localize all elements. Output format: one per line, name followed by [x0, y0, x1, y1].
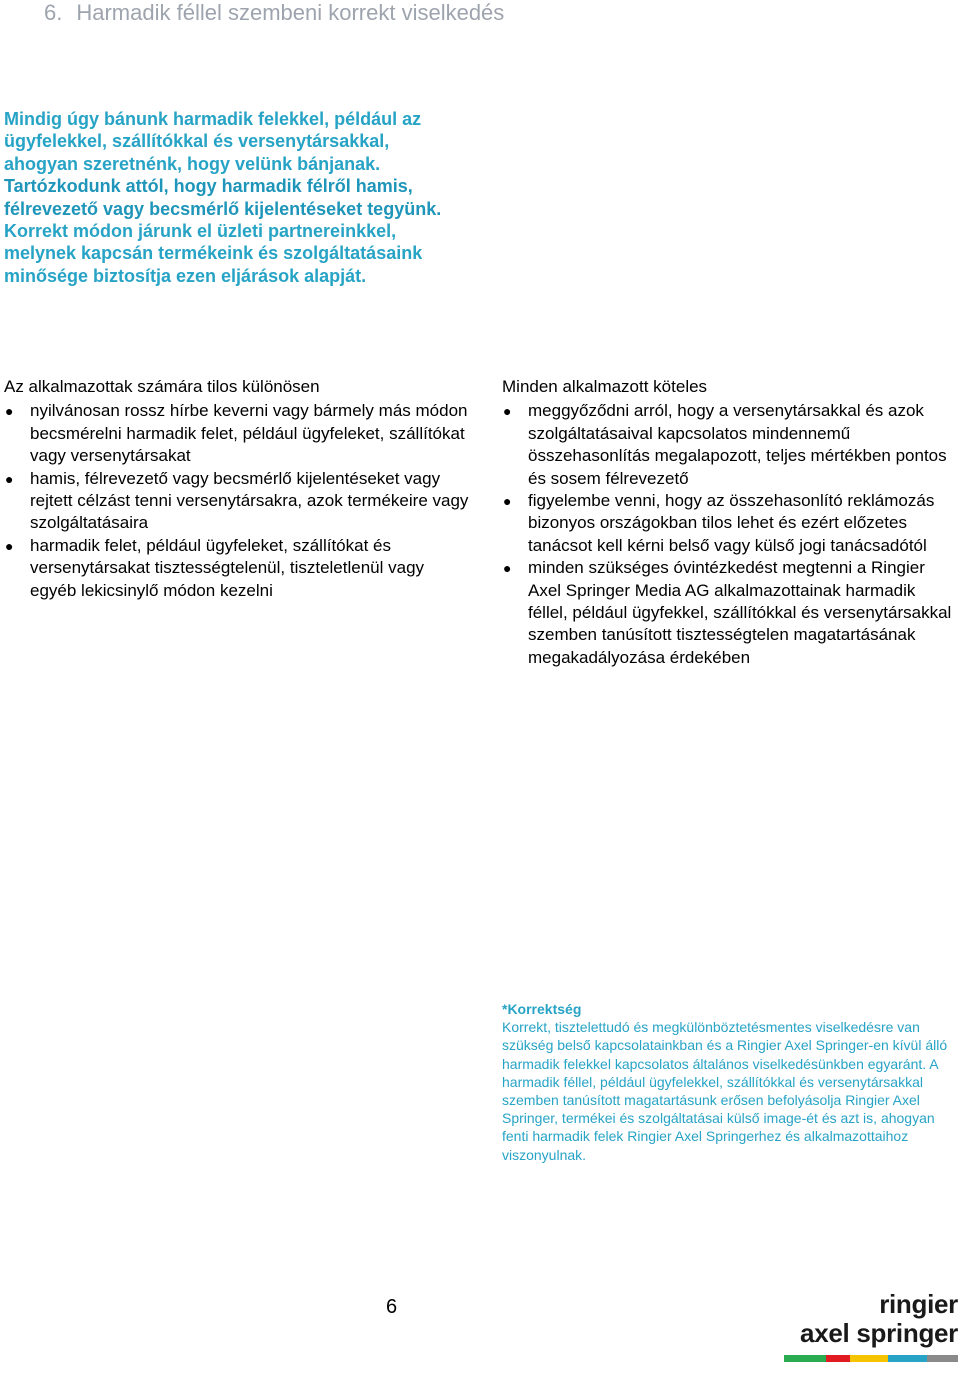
- obligations-column: [502, 376, 952, 669]
- logo-bar-segment: [850, 1355, 888, 1362]
- logo-bar-segment: [826, 1355, 850, 1362]
- intro-part-1: Mindig úgy bánunk harmadik felekkel, például az ügyfelekkel, szállítókkal és versenytársakkal, ahogyan szeretnénk, hogy velünk bánjanak.: [4, 109, 422, 174]
- list-item-text: minden szükséges óvintézkedést megtenni a Ringier Axel Springer Media AG alkalmazottainak harmadik féllel, például ügyfekkel, szállítókkal és versenytársakkal szemben tanúsított tisztességtelen magatartásának megakadályozása érdekében: [528, 558, 952, 667]
- list-item: [502, 557, 952, 669]
- list-item-text: figyelembe venni, hogy az összehasonlító reklámozás bizonyos országokban tilos lehet és ezért előzetes tanácsot kell kérni belső vagy külső jogi tanácsadótól: [528, 491, 935, 555]
- list-item-text: harmadik felet, például ügyfeleket, szállítókat és versenytársakat tisztességtelenül, tiszteletlenül vagy egyéb lekicsinylő módon kezelni: [30, 535, 425, 600]
- obligations-title: Minden alkalmazott köteles: [502, 377, 708, 396]
- intro-paragraph: [4, 108, 444, 287]
- bullet-icon: ●: [503, 403, 512, 420]
- section-heading: [44, 0, 504, 26]
- page-number: 6: [386, 1296, 398, 1318]
- prohibited-title: Az alkalmazottak számára tilos különösen: [4, 377, 320, 396]
- footnote: [502, 1000, 952, 1164]
- list-item: [502, 400, 952, 490]
- logo-bar-segment: [888, 1355, 926, 1362]
- list-item-text: hamis, félrevezető vagy becsmérlő kijelentéseket vagy rejtett célzást tenni versenytársakra, azok termékeire vagy szolgáltatásaira: [30, 468, 469, 533]
- bullet-icon: ●: [5, 537, 14, 554]
- list-item: [502, 490, 952, 557]
- list-item: [4, 535, 474, 602]
- logo-line-1: ringier: [879, 1289, 958, 1319]
- intro-part-2: Tartózkodunk attól, hogy harmadik félről hamis, félrevezető vagy becsmérlő kijelentéseket tegyünk.: [4, 176, 442, 219]
- list-item-text: meggyőződni arról, hogy a versenytársakkal és azok szolgáltatásaival kapcsolatos mindennemű összehasonlítás megalapozott, teljes mértékben pontos és sosem félrevezető: [528, 401, 947, 488]
- intro-part-3: Korrekt módon járunk el üzleti partnereinkkel, melynek kapcsán termékeink és szolgáltatásaink minősége biztosítja ezen eljárások alapját.: [4, 221, 423, 286]
- list-item: [4, 468, 474, 535]
- section-title: Harmadik féllel szembeni korrekt viselkedés: [76, 0, 505, 25]
- logo-bar-segment: [784, 1355, 826, 1362]
- logo-bar-segment: [927, 1355, 958, 1362]
- list-item: [4, 400, 474, 467]
- logo-color-bar: [784, 1355, 958, 1362]
- obligations-list: [502, 400, 952, 669]
- section-number: 6.: [44, 0, 63, 25]
- logo-line-2: axel springer: [800, 1318, 958, 1348]
- prohibited-list: [4, 400, 474, 602]
- ringier-axel-springer-logo: [784, 1290, 958, 1362]
- footnote-title: *Korrektség: [502, 1001, 582, 1017]
- bullet-icon: ●: [5, 470, 14, 487]
- bullet-icon: ●: [503, 493, 512, 510]
- bullet-icon: ●: [503, 560, 512, 577]
- footnote-body: Korrekt, tisztelettudó és megkülönböztetésmentes viselkedésre van szükség belső kapcsolatainkban és a Ringier Axel Springer-en kívül álló harmadik felekkel kapcsolatos általános viselkedésünkben egyaránt. A harmadik féllel, például ügyfelekkel, szállítókkal és versenytársakkal szemben tanúsított magatartásunk erősen befolyásolja Ringier Axel Springer, termékei és szolgáltatásai külső image-ét és azt is, ahogyan fenti harmadik felek Ringier Axel Springerhez és alkalmazottaihoz viszonyulnak.: [502, 1019, 948, 1163]
- prohibited-column: [4, 376, 474, 602]
- list-item-text: nyilvánosan rossz hírbe keverni vagy bármely más módon becsmérelni harmadik felet, például ügyfeleket, szállítókat vagy versenytársakat: [30, 401, 468, 466]
- bullet-icon: ●: [5, 403, 14, 420]
